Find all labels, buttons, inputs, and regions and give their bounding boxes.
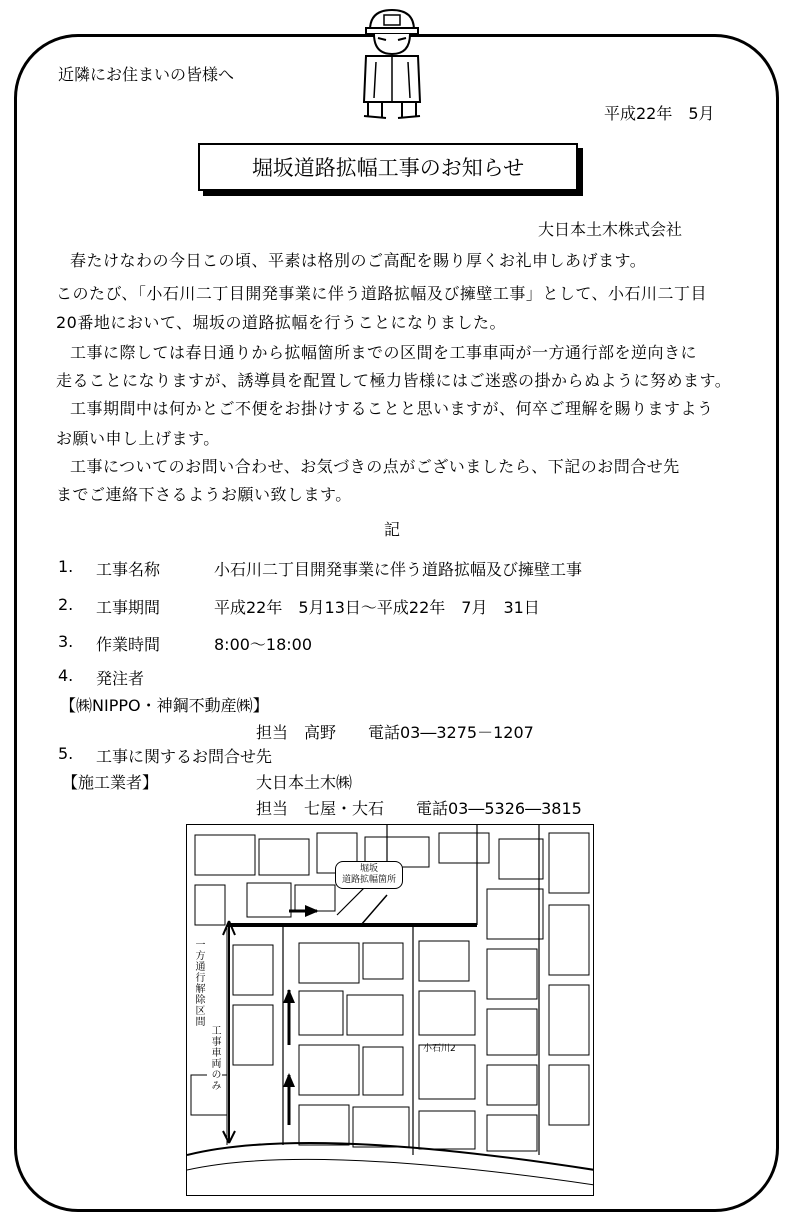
bowing-worker-illustration	[356, 6, 428, 120]
item-label: 工事に関するお問合せ先	[96, 747, 273, 766]
greeting: 近隣にお住まいの皆様へ	[58, 65, 235, 84]
item-value: 8:00～18:00	[214, 635, 313, 654]
vehicle-only-label: 工事車両のみ	[209, 1025, 220, 1091]
widening-site-callout	[335, 861, 403, 889]
site-label-name: 堀坂	[360, 864, 379, 874]
company-name: 大日本土木株式会社	[538, 220, 683, 239]
item-number: 3.	[58, 632, 74, 651]
orderer-contact: 担当 高野 電話03―3275－1207	[256, 723, 534, 742]
body-line: 工事期間中は何かとご不便をお掛けすることと思いますが、何卒ご理解を賜りますよう	[70, 399, 714, 418]
contractor-name: 大日本土木㈱	[256, 773, 353, 792]
body-line: このたび、「小石川二丁目開発事業に伴う道路拡幅及び擁壁工事」として、小石川二丁目	[56, 284, 708, 303]
record-heading: 記	[384, 520, 401, 539]
body-line: お願い申し上げます。	[56, 429, 220, 448]
issue-date: 平成22年 5月	[604, 104, 715, 123]
body-line: 20番地において、堀坂の道路拡幅を行うことになりました。	[56, 313, 507, 332]
body-line: 工事についてのお問い合わせ、お気づきの点がございましたら、下記のお問合せ先	[70, 457, 680, 476]
item-label: 発注者	[96, 669, 145, 688]
body-line: 走ることになりますが、誘導員を配置して極力皆様にはご迷惑の掛からぬように努めます。	[56, 371, 732, 390]
site-label-desc: 道路拡幅箇所	[342, 875, 397, 885]
item-label: 工事名称	[96, 560, 161, 579]
item-number: 2.	[58, 595, 74, 614]
contractor-contact: 担当 七屋・大石 電話03―5326―3815	[256, 799, 582, 818]
item-number: 5.	[58, 744, 74, 763]
item-value: 平成22年 5月13日～平成22年 7月 31日	[214, 598, 540, 617]
body-line: 春たけなわの今日この頃、平素は格別のご高配を賜り厚くお礼申しあげます。	[70, 251, 647, 270]
contractor-label: 【施工業者】	[62, 773, 159, 792]
body-line: 工事に際しては春日通りから拡幅箇所までの区間を工事車両が一方通行部を逆向きに	[70, 343, 698, 362]
item-label: 工事期間	[96, 598, 161, 617]
item-number: 1.	[58, 557, 74, 576]
item-value: 小石川二丁目開発事業に伴う道路拡幅及び擁壁工事	[214, 560, 583, 579]
item-label: 作業時間	[96, 635, 161, 654]
body-line: までご連絡下さるようお願い致します。	[56, 485, 352, 504]
notice-title-box	[198, 143, 578, 191]
notice-title: 堀坂道路拡幅工事のお知らせ	[251, 156, 525, 180]
area-label: 小石川2	[423, 1044, 456, 1054]
site-map	[186, 824, 594, 1196]
item-number: 4.	[58, 666, 74, 685]
orderer-org: 【㈱NIPPO・神鋼不動産㈱】	[60, 696, 269, 715]
one-way-lift-label: 一方通行解除区間	[193, 939, 204, 1027]
